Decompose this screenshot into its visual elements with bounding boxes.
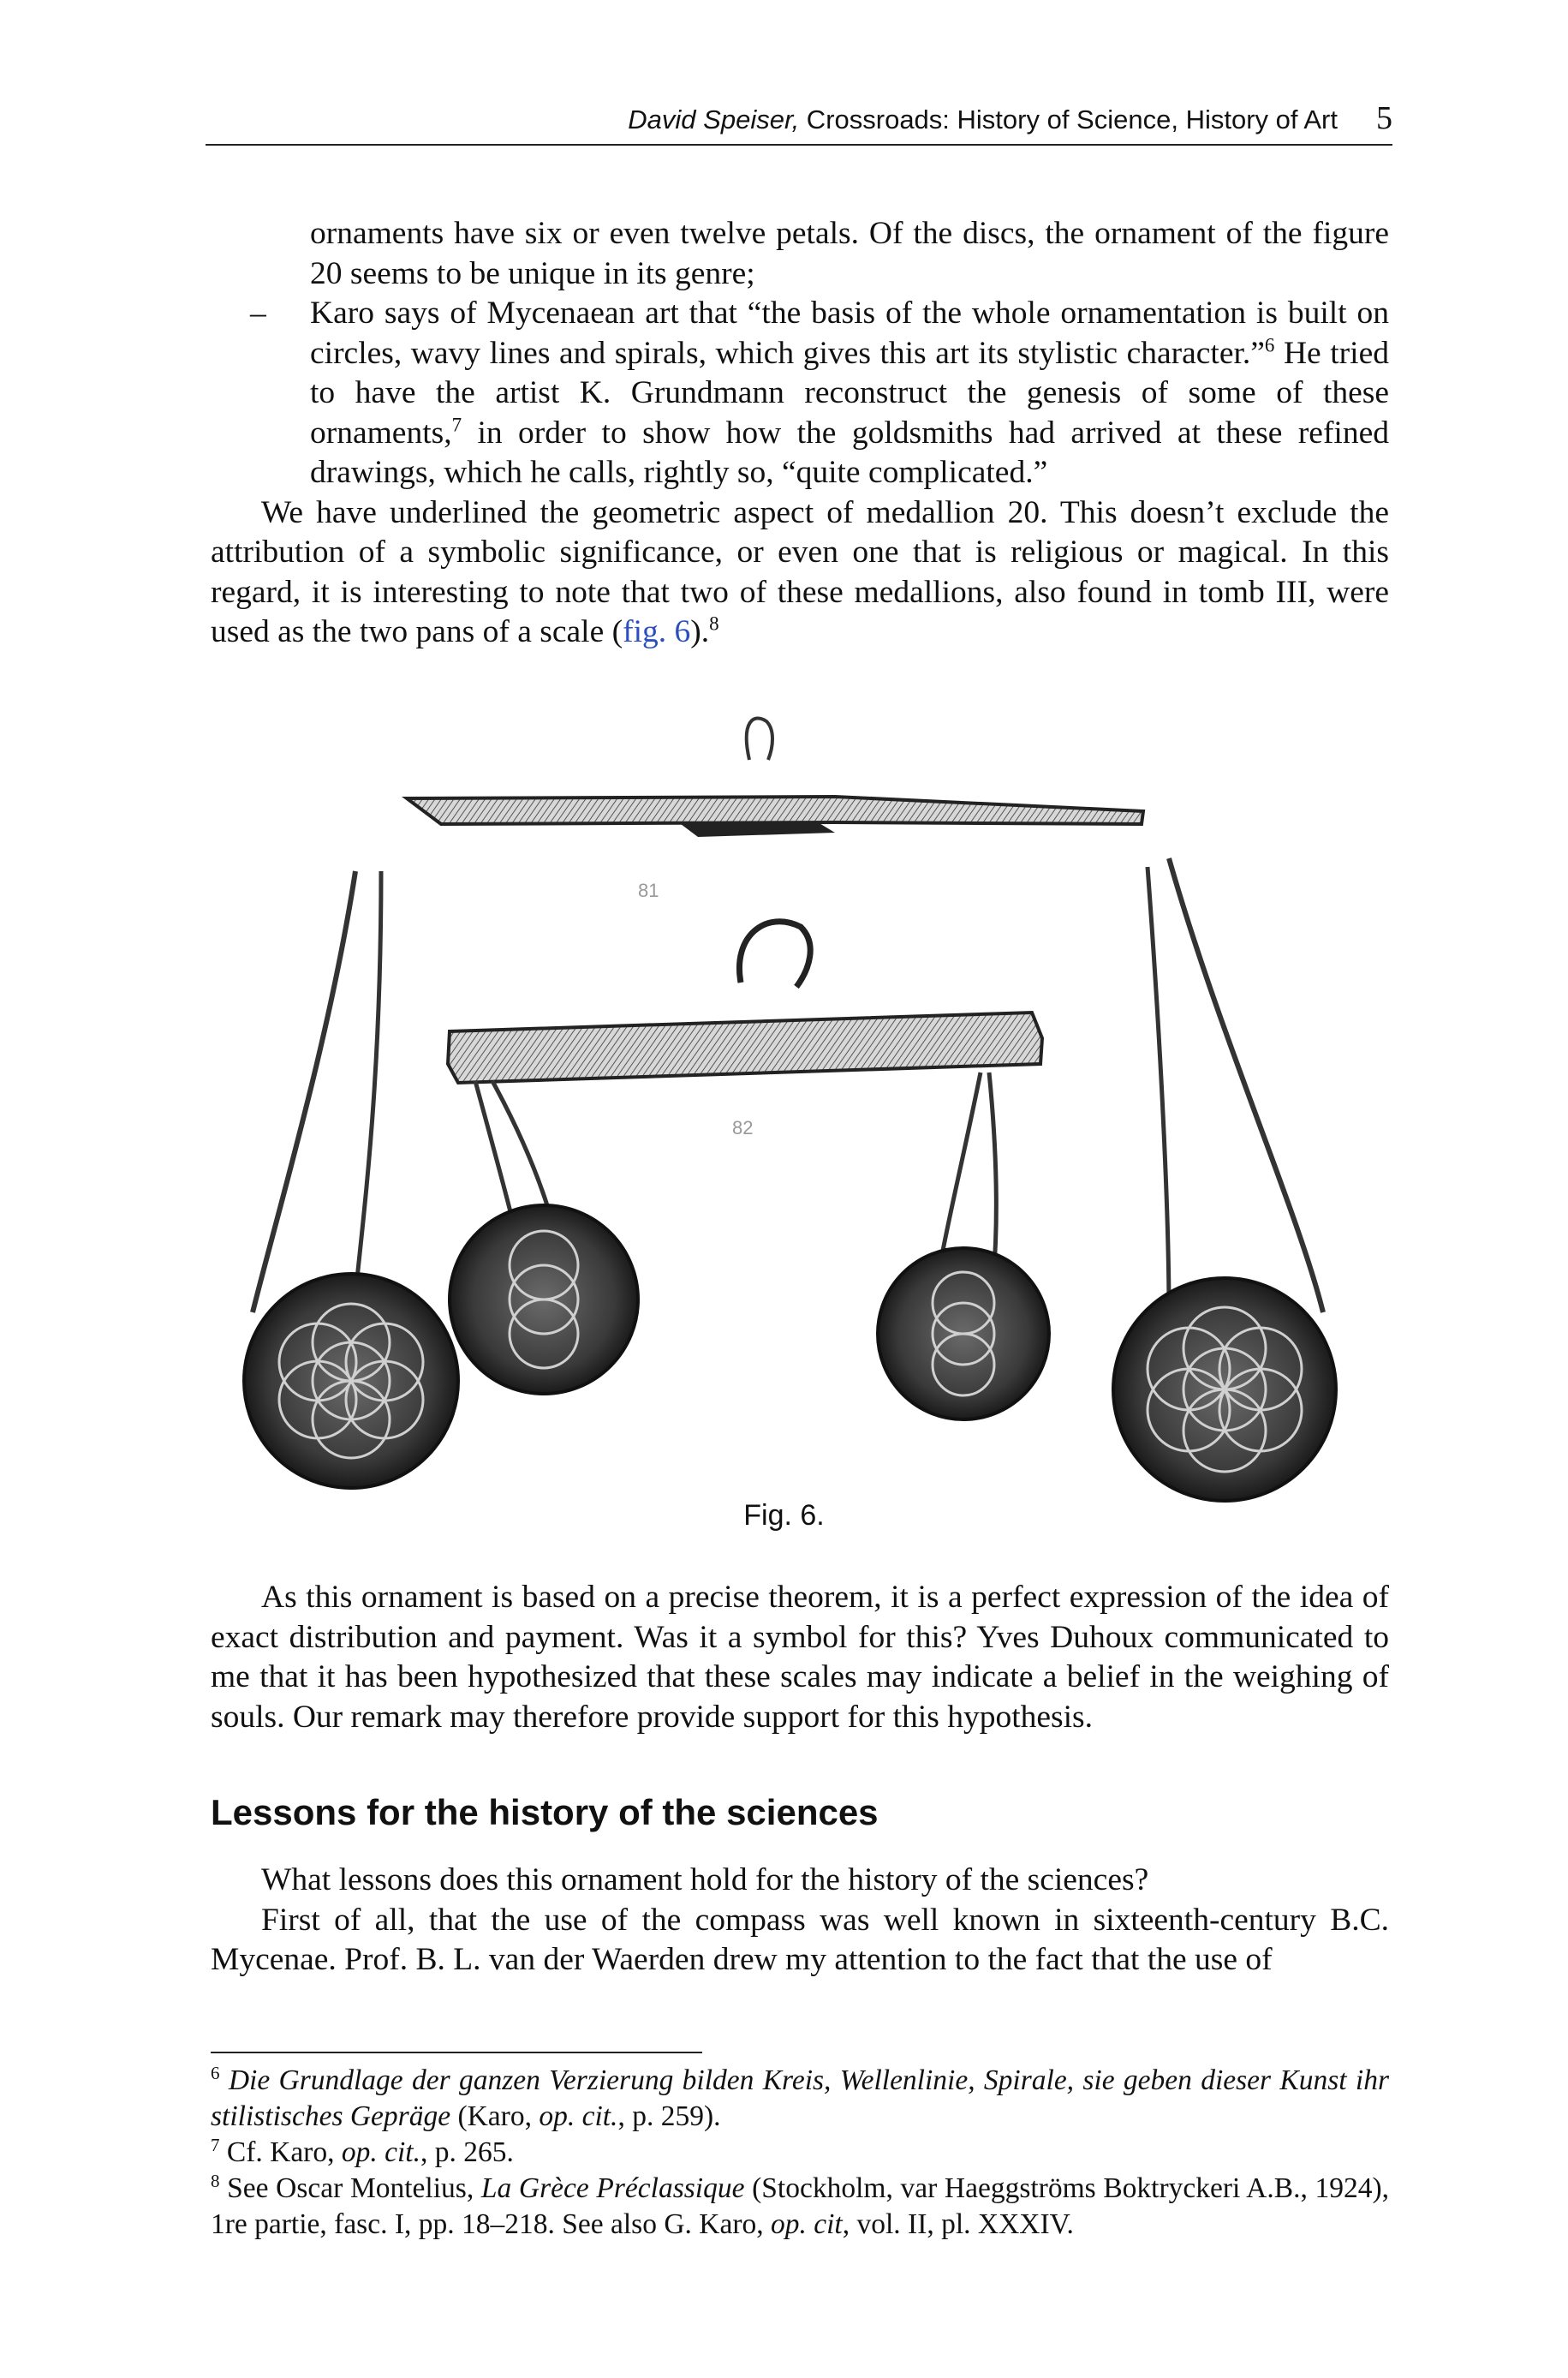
list-block [211,214,1389,653]
figure-caption: Fig. 6. [743,1499,825,1532]
footnote-7-opcit: op. cit. [341,2136,420,2168]
footnote-8 [211,2171,1389,2243]
section-paragraph-2: First of all, that the use of the compass was well known in sixteenth-century B.C. Mycenae. Prof. B. L. van der Waerden drew my attention to the fact that the use of [211,1902,1389,1977]
section-body [211,1861,1389,1981]
running-author: David Speiser, [628,105,800,134]
footnote-6-page: , p. 259). [617,2100,721,2132]
footnote-8-number: 8 [211,2170,220,2191]
footnote-6 [211,2063,1389,2135]
footnote-6-quote: Die Grundlage der ganzen Verzierung bilden Kreis, Wellenlinie, Spirale, sie geben dieser Kunst ihr stilistisches Gepräge [211,2064,1389,2132]
footnote-ref-8[interactable]: 8 [709,612,719,635]
paragraph-medallion [211,493,1389,653]
footnote-8-text: See Oscar Montelius, [219,2172,481,2204]
figure-link[interactable]: fig. 6 [623,614,691,649]
footnote-8-opcit: op. cit [771,2208,843,2240]
running-head [206,96,1392,146]
list-item-a-text: Karo says of Mycenaean art that “the basis of the whole ornamentation is built on circles, wavy lines and spirals, which gives this art its stylistic character.” [310,296,1389,371]
footnote-7 [211,2135,1389,2171]
figure-label-81: 81 [638,880,659,901]
list-dash: – [250,296,266,331]
footnotes [211,2063,1389,2243]
paragraph-medallion-close: ). [690,614,710,649]
footnote-7-page: , p. 265. [420,2136,514,2168]
figure-label-82: 82 [732,1117,754,1138]
paragraph-theorem [211,1578,1389,1737]
running-book-title: Crossroads: History of Science, History of Art [799,105,1338,134]
footnote-8-details: (Stockholm, var Haeggströms Boktryckeri A.B., 1924), 1re partie, fasc. I, pp. 18–218. See also G. Karo, [211,2172,1390,2240]
footnote-6-opcit: op. cit. [539,2100,618,2132]
footnote-7-text: Cf. Karo, [219,2136,342,2168]
page-number: 5 [1376,100,1392,136]
footnote-6-text: (Karo, [450,2100,540,2132]
running-title [628,105,1338,135]
scale-figure [218,696,1357,1514]
list-item-c-text: in order to show how the goldsmiths had arrived at these refined drawings, which he calls, rightly so, “quite complicated.” [310,415,1389,490]
list-item-b-text: He tried to have the artist K. Grundmann reconstruct the genesis of some of these ornaments, [310,335,1389,451]
paragraph-theorem-text: As this ornament is based on a precise theorem, it is a perfect expression of the idea of exact distribution and payment. Was it a symbol for this? Yves Duhoux communicated to me that it has been hypothesized that these scales may indicate a belief in the weighing of souls. Our remark may therefore provide support for this hypothesis. [211,1580,1389,1735]
section-heading: Lessons for the history of the sciences [211,1792,879,1832]
footnote-8-title: La Grèce Préclassique [480,2172,745,2204]
paragraph-medallion-text: We have underlined the geometric aspect of medallion 20. This doesn’t exclude the attribution of a symbolic significance, or even one that is religious or magical. In this regard, it is interesting to note that two of these medallions, also found in tomb III, were used as the two pans of a scale ( [211,494,1389,649]
footnote-ref-6[interactable]: 6 [1264,334,1275,356]
list-continuation: ornaments have six or even twelve petals. Of the discs, the ornament of the figure 20 seems to be unique in its genre; [310,216,1389,291]
footnote-8-volume: , vol. II, pl. XXXIV. [842,2208,1074,2240]
footnote-7-number: 7 [211,2134,220,2155]
footnote-6-number: 6 [211,2062,220,2083]
footnote-ref-7[interactable]: 7 [451,414,462,435]
footnote-rule [211,2052,702,2053]
section-paragraph-1: What lessons does this ornament hold for the history of the sciences? [261,1862,1149,1897]
list-item-karo [250,294,1389,493]
